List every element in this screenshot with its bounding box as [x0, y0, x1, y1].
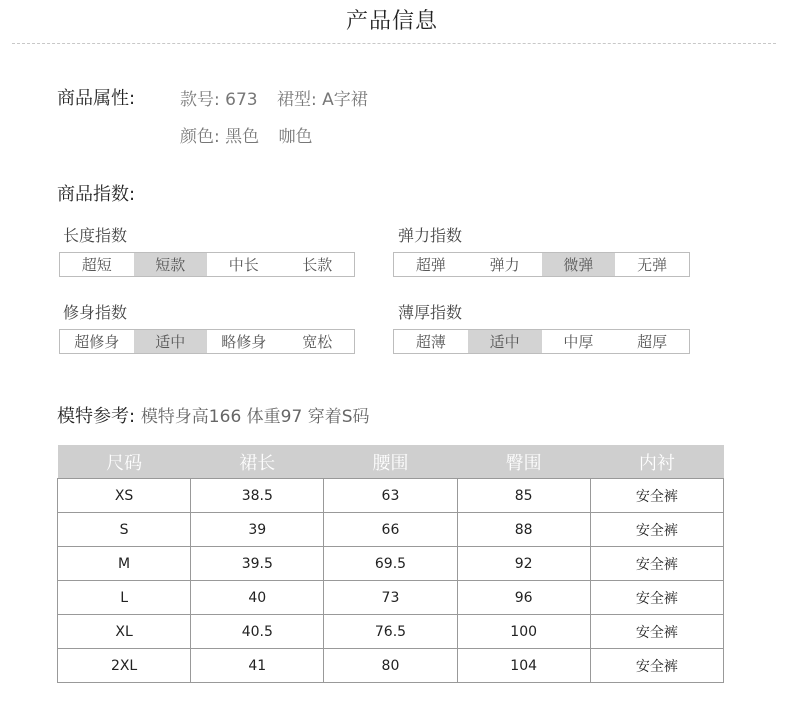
thickness-option: 超薄 [415, 333, 446, 351]
table-cell: 40 [191, 581, 324, 615]
table-cell: 69.5 [324, 547, 457, 581]
table-cell: 96 [457, 581, 590, 615]
fit-option-selected: 适中 [134, 330, 208, 353]
table-row [58, 547, 724, 581]
table-cell: 100 [457, 615, 590, 649]
page-title: 产品信息 [345, 9, 438, 34]
length-option-selected: 短款 [134, 253, 208, 276]
fit-option: 略修身 [221, 333, 267, 351]
table-cell: XL [58, 615, 191, 649]
thickness-option-selected: 适中 [468, 330, 542, 353]
table-cell: 92 [457, 547, 590, 581]
attribute-skirt-type: 裙型: A字裙 [277, 90, 368, 110]
table-cell: 38.5 [191, 479, 324, 513]
table-cell: 104 [457, 649, 590, 683]
fit-index-title: 修身指数 [63, 303, 128, 322]
elasticity-index-title: 弹力指数 [398, 226, 463, 245]
attributes-line-2 [180, 122, 327, 147]
length-option: 中长 [228, 256, 259, 274]
table-cell: 安全裤 [590, 513, 723, 547]
length-index-title: 长度指数 [63, 226, 128, 245]
table-row [58, 615, 724, 649]
table-cell: XS [58, 479, 191, 513]
length-option: 长款 [302, 256, 333, 274]
table-cell: 88 [457, 513, 590, 547]
thickness-index-title: 薄厚指数 [398, 303, 463, 322]
model-reference-value: 模特身高166 体重97 穿着S码 [140, 407, 370, 427]
table-cell: 39.5 [191, 547, 324, 581]
attribute-style-number: 款号: 673 [180, 90, 258, 110]
attribute-color-alt: 咖色 [278, 127, 313, 147]
table-cell: 73 [324, 581, 457, 615]
thickness-option: 中厚 [563, 333, 594, 351]
table-cell: 41 [191, 649, 324, 683]
table-cell: 85 [457, 479, 590, 513]
table-cell: 安全裤 [590, 649, 723, 683]
header-waist: 腰围 [324, 445, 457, 479]
table-cell: M [58, 547, 191, 581]
table-cell: 40.5 [191, 615, 324, 649]
indexes-label: 商品指数: [57, 184, 136, 205]
header-hip: 臀围 [457, 445, 590, 479]
model-reference [57, 402, 370, 428]
thickness-option: 超厚 [637, 333, 668, 351]
fit-index-bar [59, 329, 355, 354]
thickness-index-bar [393, 329, 690, 354]
table-row [58, 479, 724, 513]
elasticity-option: 无弹 [637, 256, 668, 274]
table-cell: 80 [324, 649, 457, 683]
header-skirt-length: 裙长 [191, 445, 324, 479]
table-row [58, 513, 724, 547]
length-index-bar [59, 252, 355, 277]
table-cell: L [58, 581, 191, 615]
header-lining: 内衬 [590, 445, 723, 479]
attributes-label: 商品属性: [57, 88, 136, 109]
fit-option: 超修身 [74, 333, 120, 351]
attributes-line-1 [180, 85, 382, 110]
size-table [57, 445, 724, 683]
table-cell: 安全裤 [590, 479, 723, 513]
table-row [58, 581, 724, 615]
table-cell: S [58, 513, 191, 547]
elasticity-index-bar [393, 252, 690, 277]
table-cell: 63 [324, 479, 457, 513]
table-cell: 安全裤 [590, 615, 723, 649]
length-option: 超短 [81, 256, 112, 274]
table-cell: 76.5 [324, 615, 457, 649]
model-reference-label: 模特参考: [57, 406, 136, 427]
elasticity-option: 超弹 [415, 256, 446, 274]
table-cell: 66 [324, 513, 457, 547]
table-cell: 2XL [58, 649, 191, 683]
table-row [58, 649, 724, 683]
attribute-color: 颜色: 黑色 [180, 127, 260, 147]
fit-option: 宽松 [302, 333, 333, 351]
table-cell: 39 [191, 513, 324, 547]
table-cell: 安全裤 [590, 547, 723, 581]
elasticity-option-selected: 微弹 [542, 253, 616, 276]
elasticity-option: 弹力 [489, 256, 520, 274]
size-table-header-row [58, 445, 724, 479]
table-cell: 安全裤 [590, 581, 723, 615]
header-size: 尺码 [58, 445, 191, 479]
title-divider [12, 43, 776, 44]
